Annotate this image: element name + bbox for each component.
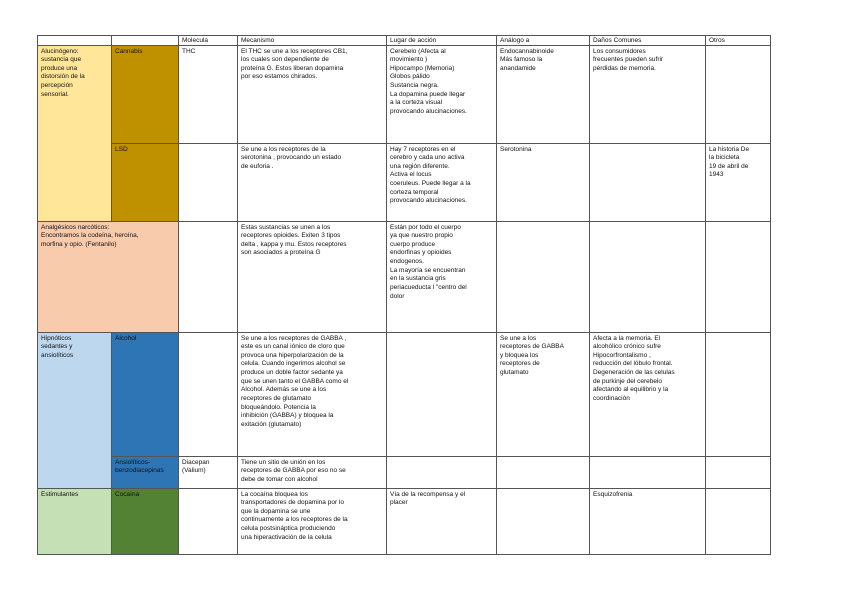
place-cell: Vía de la recompensa y el placer <box>387 489 497 555</box>
molecule-cell: Diacepan (Valium) <box>179 457 238 489</box>
molecule-cell: THC <box>179 46 238 144</box>
damage-cell: Afecta a la memoria. El alcohólico crónico sufre Hipocorfrontalismo , reducción del lóbulo frontal. Degeneración de las celulas de purkinje del cerebelo afectando al equilibrio y la coordinación <box>590 333 706 457</box>
table-row <box>38 489 771 555</box>
header-molecule: Molecula <box>179 36 238 46</box>
damage-cell <box>590 144 706 222</box>
drug-cocaine: Cocaína <box>112 489 179 555</box>
damage-cell: Los consumidores frecuentes pueden sufrir pérdidas de memoria. <box>590 46 706 144</box>
other-cell <box>706 489 771 555</box>
damage-cell: Esquizofrenia <box>590 489 706 555</box>
table-row <box>38 222 771 333</box>
category-hipnoticos: Hipnóticos sedantes y ansiolíticos <box>38 333 112 489</box>
analog-cell: Endocannabinoide Más famoso la anandamide <box>497 46 590 144</box>
other-cell <box>706 333 771 457</box>
header-row <box>38 36 771 46</box>
analog-cell <box>497 489 590 555</box>
table-row <box>38 46 771 144</box>
header-analog: Análogo a <box>497 36 590 46</box>
mechanism-cell: Estas sustancias se unen a los receptores opioides. Exiten 3 tipos delta , kappa y mu. Estos receptores son asociados a proteína G <box>238 222 387 333</box>
mechanism-cell: Se une a los receptores de la serotonina , provocando un estado de euforia . <box>238 144 387 222</box>
drug-alcohol: Alcohol <box>112 333 179 457</box>
place-cell <box>387 333 497 457</box>
analog-cell: Se une a los receptores de GABBA y bloquea los receptores de glutamato <box>497 333 590 457</box>
molecule-cell <box>179 144 238 222</box>
mechanism-cell: Se une a los receptores de GABBA , este es un canal iónico de cloro que provoca una hiperpolarización de la celula. Cuando ingerimos alcohol se produce un doble factor sedante ya que se unen tanto el GABBA como el Alcohol. Además se une a los receptores de glutamato bloqueándolo. Potencia la inhibición (GABBA) y bloquea la exitación (glutamato) <box>238 333 387 457</box>
header-mechanism: Mecanismo <box>238 36 387 46</box>
header-damage: Daños Comunes <box>590 36 706 46</box>
drug-table <box>37 35 771 555</box>
mechanism-cell: El THC se une a los receptores CB1, los cuales son dependiente de proteína G. Estos liberan dopamina por eso estamos chirados. <box>238 46 387 144</box>
drug-lsd: LSD <box>112 144 179 222</box>
analog-cell <box>497 457 590 489</box>
other-cell <box>706 457 771 489</box>
header-category <box>38 36 112 46</box>
analog-cell: Serotonina <box>497 144 590 222</box>
molecule-cell <box>179 333 238 457</box>
place-cell: Hay 7 receptores en el cerebro y cada uno activa una región diferente. Activa el locus coeruleus. Puede llegar a la corteza temporal provocando alucinaciones. <box>387 144 497 222</box>
molecule-cell <box>179 222 238 333</box>
other-cell: La historia De la bicicleta 19 de abril de 1943 <box>706 144 771 222</box>
category-alucinogeno: Alucinógeno: sustancia que produce una distorsión de la percepción sensorial. <box>38 46 112 222</box>
category-estimulantes: Estimulantes <box>38 489 112 555</box>
place-cell: Cerebelo (Afecta al movimiento ) Hipocampo (Memoria) Globos pálido Sustancia negra. La dopamina puede llegar a la corteza visual provocando alucinaciones. <box>387 46 497 144</box>
analog-cell <box>497 222 590 333</box>
place-cell: Están por todo el cuerpo ya que nuestro propio cuerpo produce endorfinas y opioides endogenos. La mayoría se encuentran en la sustancia gris periacueducta l "centro del dolor <box>387 222 497 333</box>
drug-benzodiacepinas: Ansiolíticos- benzodiacepinas <box>112 457 179 489</box>
category-narcoticos: Analgésicos narcóticos: Encontramos la codeína, heroína, morfina y opio. (Fentanilo) <box>38 222 179 333</box>
header-other: Otros <box>706 36 771 46</box>
drug-cannabis: Cannabis <box>112 46 179 144</box>
damage-cell <box>590 457 706 489</box>
other-cell <box>706 46 771 144</box>
mechanism-cell: La cocaína bloquea los transportadores de dopamina por lo que la dopamina se une continuamente a los receptores de la celula postsináptica produciendo una hiperactivación de la celula <box>238 489 387 555</box>
mechanism-cell: Tiene un sitio de unión en los receptores de GABBA por eso no se debe de tomar con alcohol <box>238 457 387 489</box>
other-cell <box>706 222 771 333</box>
table-row <box>38 144 771 222</box>
table-row <box>38 333 771 457</box>
header-drug <box>112 36 179 46</box>
table-row <box>38 457 771 489</box>
damage-cell <box>590 222 706 333</box>
place-cell <box>387 457 497 489</box>
header-place: Lugar de acción <box>387 36 497 46</box>
molecule-cell <box>179 489 238 555</box>
